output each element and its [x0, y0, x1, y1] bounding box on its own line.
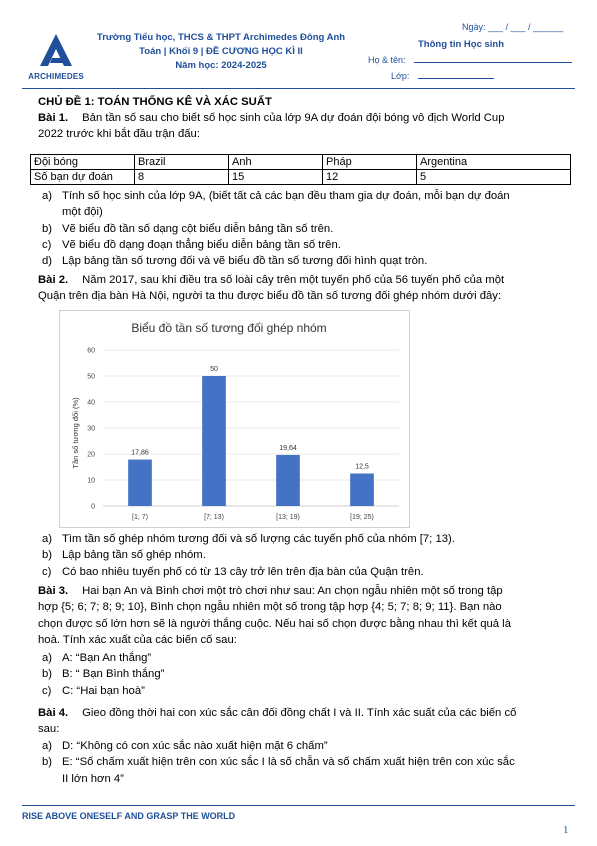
footer-divider	[22, 805, 575, 806]
table-cell: 12	[323, 170, 417, 185]
table-row	[31, 170, 571, 185]
chart-x-tick-label: [13; 19)	[276, 514, 300, 521]
bai1-text-line1: Bản tần số sau cho biết số học sinh của lớp 9A dự đoán đội bóng vô địch World Cup	[82, 112, 505, 124]
bai1-text-line2: 2022 trước khi bắt đầu trận đấu:	[38, 128, 200, 141]
chart-data-label: 17,86	[131, 449, 149, 457]
class-row	[391, 71, 494, 81]
chart-y-tick-label: 40	[87, 399, 95, 407]
table-row	[31, 155, 571, 170]
bai3-text-line2: hợp {5; 6; 7; 8; 9; 10}, Bình chọn ngẫu nhiên một số trong tập hợp {4; 5; 7; 8; 9; 11}. Bạn nào	[38, 601, 502, 614]
date-field[interactable]: Ngày: ___ / ___ / ______	[462, 22, 564, 32]
list-item: b) Vẽ biểu đồ tần số dạng cột biểu diễn bảng tần số trên.	[42, 222, 334, 235]
bai2-questions	[42, 531, 572, 580]
table-cell: 5	[417, 170, 571, 185]
bai3-text-line3: chọn được số lớn hơn sẽ là người thắng cuộc. Nếu hai số chọn được bằng nhau thì kết quả là	[38, 617, 511, 630]
list-item: a) Tìm tần số ghép nhóm tương đối và số lượng các tuyến phố của nhóm [7; 13).	[42, 533, 455, 545]
header-divider	[22, 88, 575, 89]
list-item: b) E: “Số chấm xuất hiện trên con xúc sắc I là số chẵn và số chấm xuất hiện trên con xúc sắc II lớn hơn 4”	[42, 756, 515, 785]
archimedes-logo-icon	[22, 32, 90, 68]
bai2-intro	[38, 272, 572, 305]
bai1-questions	[42, 188, 572, 269]
chart-y-axis-label: Tần số tương đối (%)	[71, 397, 80, 469]
table-cell: Đội bóng	[31, 155, 135, 170]
school-header	[96, 31, 346, 73]
table-cell: 15	[229, 170, 323, 185]
list-item: b) B: “ Bạn Bình thắng”	[42, 668, 165, 681]
table-cell: Pháp	[323, 155, 417, 170]
chart-y-tick-label: 10	[87, 477, 95, 485]
student-info-title: Thông tin Học sinh	[418, 39, 505, 50]
bai2-text-line1: Năm 2017, sau khi điều tra số loài cây trên một tuyến phố của 56 tuyến phố của một	[82, 274, 505, 286]
list-item: a) A: “Bạn An thắng”	[42, 652, 152, 664]
chart-x-tick-label: [19; 25)	[350, 514, 374, 521]
chart-bar	[202, 376, 226, 506]
bai4-text-line2: sau:	[38, 723, 60, 736]
class-field[interactable]	[418, 78, 494, 79]
table-cell: Argentina	[417, 155, 571, 170]
bai2-text-line2: Quận trên địa bàn Hà Nội, người ta thu được biểu đồ tần số tương đối ghép nhóm dưới đây:	[38, 290, 502, 303]
chart-y-tick-label: 50	[87, 373, 95, 381]
bai1-label: Bài 1.	[38, 112, 69, 124]
chart-bar	[276, 455, 300, 506]
bai4-intro	[38, 705, 572, 738]
bai4-questions	[42, 738, 572, 787]
bai4-label: Bài 4.	[38, 707, 69, 719]
school-year: Năm học: 2024-2025	[175, 60, 267, 71]
table-cell: Số bạn dự đoán	[31, 170, 135, 185]
name-row	[368, 55, 572, 65]
chart-data-label: 12,5	[355, 463, 369, 471]
relative-frequency-bar-chart	[59, 310, 410, 528]
list-item: a) Tính số học sinh của lớp 9A, (biết tất cả các bạn đều tham gia dự đoán, mỗi bạn dự đoán một đội)	[42, 190, 510, 219]
list-item: c) Vẽ biểu đồ dạng đoạn thẳng biểu diễn bảng tần số trên.	[42, 238, 341, 251]
list-item: b) Lập bảng tần số ghép nhóm.	[42, 549, 206, 562]
chart-bar	[128, 460, 152, 506]
table-cell: 8	[135, 170, 229, 185]
bai2-label: Bài 2.	[38, 274, 69, 286]
chart-title: Biểu đồ tần số tương đối ghép nhóm	[131, 321, 327, 335]
bai3-text-line4: hoà. Tính xác xuất của các biến cố sau:	[38, 633, 237, 646]
list-item: c) Có bao nhiêu tuyến phố có từ 13 cây trở lên trên địa bàn của Quận trên.	[42, 565, 424, 578]
chart-x-tick-label: [7; 13)	[204, 514, 224, 521]
bai4-text-line1: Gieo đồng thời hai con xúc sắc cân đối đồng chất I và II. Tính xác suất của các biến cố	[82, 707, 517, 719]
bai3-text-line1: Hai bạn An và Bình chơi một trò chơi như sau: An chọn ngẫu nhiên một số trong tập	[82, 585, 503, 597]
chart-y-tick-label: 0	[91, 503, 95, 511]
page-number: 1	[563, 824, 569, 836]
table-cell: Anh	[229, 155, 323, 170]
bai3-label: Bài 3.	[38, 585, 69, 597]
chart-y-tick-label: 60	[87, 347, 95, 355]
list-item: d) Lập bảng tần số tương đối và vẽ biểu đồ tần số tương đối hình quạt tròn.	[42, 255, 428, 268]
bai3-intro	[38, 583, 572, 648]
list-item: c) C: “Hai bạn hoà”	[42, 684, 145, 697]
name-label: Họ & tên:	[368, 55, 406, 65]
subject-line: Toán | Khối 9 | ĐỀ CƯƠNG HỌC KÌ II	[139, 46, 303, 57]
class-label: Lớp:	[391, 71, 410, 81]
footer-slogan: RISE ABOVE ONESELF AND GRASP THE WORLD	[22, 811, 236, 821]
logo	[22, 32, 90, 80]
school-name: Trường Tiểu học, THCS & THPT Archimedes Đông Anh	[96, 32, 346, 43]
bai3-questions	[42, 650, 572, 699]
frequency-table	[30, 154, 571, 185]
bai1-intro	[38, 110, 570, 143]
chart-bar	[350, 474, 374, 507]
section-title: CHỦ ĐỀ 1: TOÁN THỐNG KÊ VÀ XÁC SUẤT	[38, 96, 272, 108]
chart-x-tick-label: [1; 7)	[132, 514, 148, 521]
table-cell: Brazil	[135, 155, 229, 170]
name-field[interactable]	[414, 62, 572, 63]
chart-data-label: 50	[210, 366, 218, 373]
chart-y-tick-label: 30	[87, 425, 95, 433]
chart-data-label: 19,64	[279, 444, 297, 452]
logo-text: ARCHIMEDES	[28, 72, 84, 81]
list-item: a) D: “Không có con xúc sắc nào xuất hiện mặt 6 chấm”	[42, 740, 328, 752]
chart-y-tick-label: 20	[87, 451, 95, 459]
